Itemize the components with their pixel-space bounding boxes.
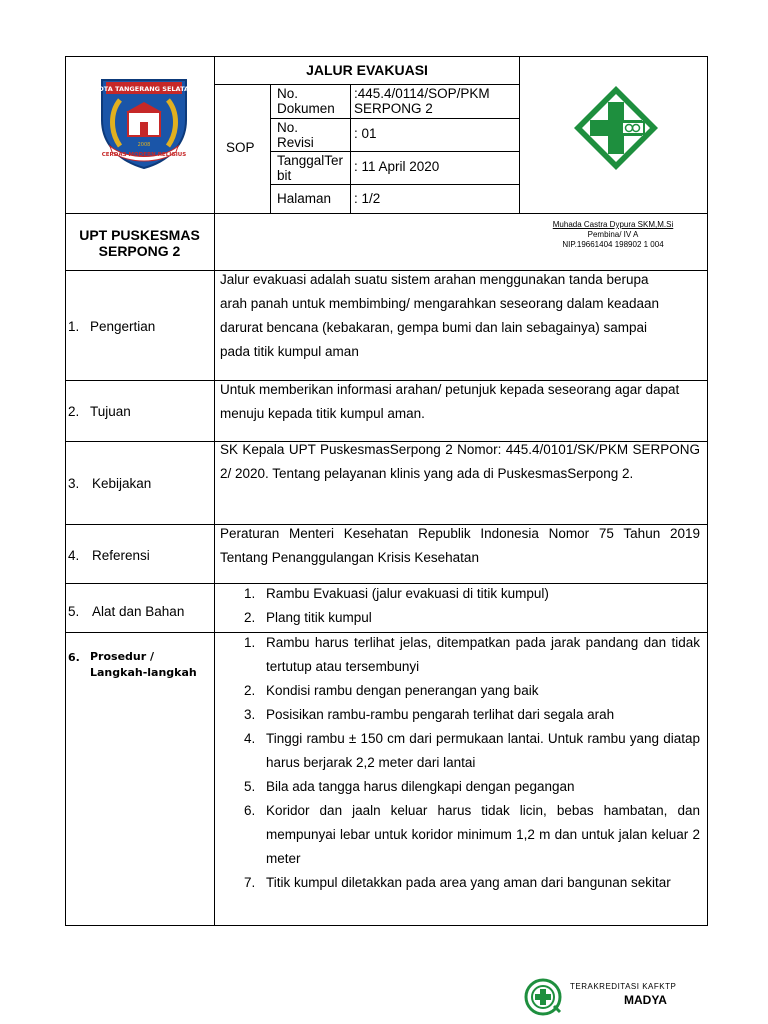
list-item-text: Koridor dan jaaln keluar harus tidak licin, bebas hambatan, dan mempunyai lebar untuk koridor minimum 1,2 m dan untuk jalan keluar 2 meter — [266, 803, 700, 866]
sop-label: SOP — [226, 140, 255, 155]
signature-block — [519, 220, 707, 250]
list-item-text: Kondisi rambu dengan penerangan yang baik — [266, 683, 539, 698]
section-number: 4. — [68, 548, 80, 563]
list-item — [234, 606, 700, 630]
section-number: 2. — [68, 404, 80, 419]
unit-name-line1: UPT PUSKESMAS — [79, 227, 200, 243]
list-item — [234, 679, 700, 703]
list-item-number: 1. — [244, 635, 256, 650]
list-item-text: Posisikan rambu-rambu pengarah terlihat dari segala arah — [266, 707, 615, 722]
list-item-number: 6. — [244, 803, 256, 818]
issue-date-value: : 11 April 2020 — [354, 159, 440, 174]
list-item-number: 1. — [244, 586, 256, 601]
list-item-text: Tinggi rambu ± 150 cm dari permukaan lantai. Untuk rambu yang diatap harus berjarak 2,2 meter dari lantai — [266, 731, 700, 770]
referensi-text: Peraturan Menteri Kesehatan Republik Indonesia Nomor 75 Tahun 2019 Tentang Penanggulangan Krisis Kesehatan — [220, 526, 700, 565]
list-item-number: 4. — [244, 731, 256, 746]
list-item-number: 3. — [244, 707, 256, 722]
doc-number-label: No. Dokumen — [277, 86, 335, 116]
list-item-text: Bila ada tangga harus dilengkapi dengan pegangan — [266, 779, 575, 794]
list-item-number: 2. — [244, 610, 256, 625]
page-label: Halaman — [277, 191, 332, 206]
revision-label: No. Revisi — [277, 120, 314, 150]
section-label-alat: Alat dan Bahan — [92, 604, 185, 619]
section-label-tujuan: Tujuan — [90, 404, 131, 419]
tujuan-text: Untuk memberikan informasi arahan/ petunjuk kepada seseorang agar dapat menuju kepada titik kumpul aman. — [220, 382, 680, 421]
section-label-kebijakan: Kebijakan — [92, 476, 152, 491]
list-item-number: 2. — [244, 683, 256, 698]
doc-number-value: :445.4/0114/SOP/PKM SERPONG 2 — [354, 86, 490, 116]
list-item-number: 7. — [244, 875, 256, 890]
list-item — [234, 727, 700, 775]
section-number: 5. — [68, 604, 80, 619]
city-emblem-logo — [96, 76, 192, 170]
emblem-top-text: KOTA TANGERANG SELATAN — [96, 85, 192, 93]
list-item — [234, 703, 700, 727]
list-item — [234, 775, 700, 799]
list-item-text: Titik kumpul diletakkan pada area yang aman dari bangunan sekitar — [266, 875, 671, 890]
list-item-text: Plang titik kumpul — [266, 610, 372, 625]
emblem-motto-text: CERDAS MODERN RELIGIUS — [101, 152, 187, 158]
list-item — [234, 582, 700, 606]
section-number: 6. — [68, 651, 80, 664]
section-label-referensi: Referensi — [92, 548, 150, 563]
signer-name: Muhada Castra Dypura SKM,M.Si — [552, 220, 674, 229]
list-item — [234, 631, 700, 679]
list-item-text: Rambu Evakuasi (jalur evakuasi di titik kumpul) — [266, 586, 549, 601]
list-item-text: Rambu harus terlihat jelas, ditempatkan pada jarak pandang dan tidak tertutup atau tersembunyi — [266, 635, 700, 674]
alat-list — [234, 582, 700, 630]
section-number: 3. — [68, 476, 80, 491]
pengertian-text: Jalur evakuasi adalah suatu sistem arahan menggunakan tanda berupa arah panah untuk membimbing/ mengarahkan seseorang dalam keadaan darurat bencana (kebakaran, gempa bumi dan lain sebagainya) sampai pada titik kumpul aman — [220, 272, 660, 359]
emblem-year-text: 2008 — [137, 142, 151, 148]
section-number: 1. — [68, 319, 80, 334]
revision-value: : 01 — [354, 126, 377, 141]
puskesmas-logo — [572, 84, 660, 172]
section-label-prosedur: Prosedur / Langkah-langkah — [90, 650, 197, 679]
unit-name — [65, 227, 214, 259]
section-label-pengertian: Pengertian — [90, 319, 156, 334]
list-item-number: 5. — [244, 779, 256, 794]
issue-date-label: TanggalTerbit — [277, 153, 344, 183]
unit-name-line2: SERPONG 2 — [98, 243, 181, 259]
signer-nip: NIP.19661404 198902 1 004 — [562, 240, 664, 249]
page-value: : 1/2 — [354, 191, 381, 206]
accreditation-line2: MADYA — [624, 993, 667, 1007]
document-title: JALUR EVAKUASI — [306, 62, 428, 78]
accreditation-line1: TERAKREDITASI KAFKTP — [570, 982, 677, 991]
list-item — [234, 799, 700, 871]
accreditation-logo — [524, 978, 562, 1016]
list-item — [234, 871, 700, 895]
kebijakan-text: SK Kepala UPT PuskesmasSerpong 2 Nomor: 445.4/0101/SK/PKM SERPONG 2/ 2020. Tentang pelayanan klinis yang ada di PuskesmasSerpong 2. — [220, 442, 700, 481]
prosedur-list — [234, 631, 700, 895]
signer-rank: Pembina/ IV A — [587, 230, 639, 239]
